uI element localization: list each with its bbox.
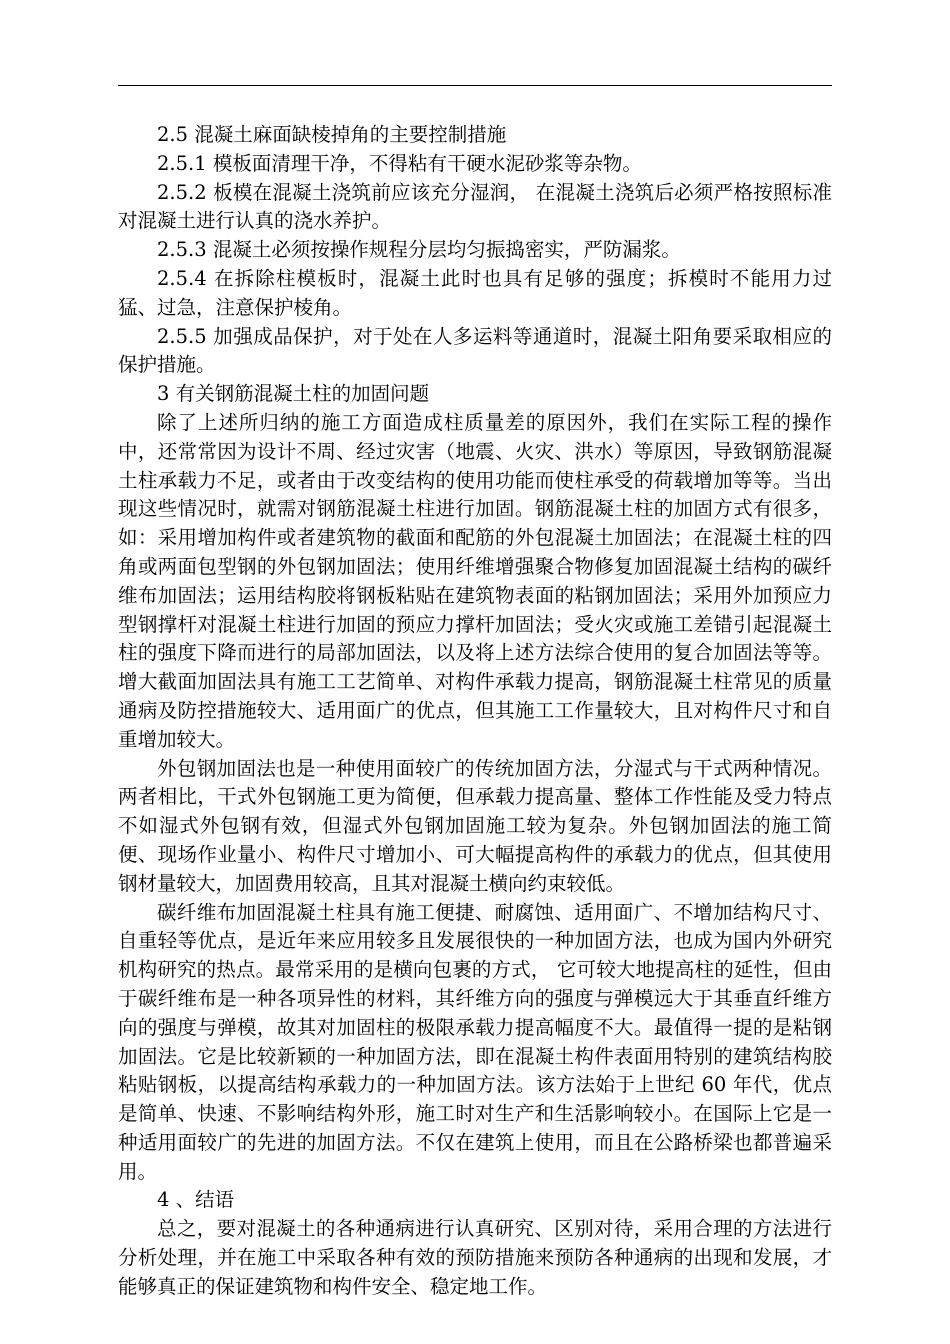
document-body (118, 121, 832, 1302)
paragraph-2-5-1: 2.5.1 模板面清理干净，不得粘有干硬水泥砂浆等杂物。 (157, 151, 642, 175)
paragraph-reinforcement-methods: 除了上述所归纳的施工方面造成柱质量差的原因外，我们在实际工程的操作中，还常常因为设计不周、经过灾害（地震、火灾、洪水）等原因，导致钢筋混凝土柱承载力不足，或者由于改变结构的使用功能而使柱承受的荷载增加等等。当出现这些情况时，就需对钢筋混凝土柱进行加固。钢筋混凝土柱的加固方式有很多，如：采用增加构件或者建筑物的截面和配筋的外包混凝土加固法；在混凝土柱的四角或两面包型钢的外包钢加固法；使用纤维增强聚合物修复加固混凝土结构的碳纤维布加固法；运用结构胶将钢板粘贴在建筑物表面的粘钢加固法；采用外加预应力型钢撑杆对混凝土柱进行加固的预应力撑杆加固法；受火灾或施工差错引起混凝土柱的强度下降而进行的局部加固法，以及将上述方法综合使用的复合加固法等等。增大截面加固法具有施工工艺简单、对构件承载力提高，钢筋混凝土柱常见的质量通病及防控措施较大、适用面广的优点，但其施工工作量较大，且对构件尺寸和自重增加较大。 (118, 410, 832, 751)
header-rule (118, 85, 832, 86)
paragraph-conclusion: 总之，要对混凝土的各种通病进行认真研究、区别对待，采用合理的方法进行分析处理，并在施工中采取各种有效的预防措施来预防各种通病的出现和发展，才能够真正的保证建筑物和构件安全、稳定地工作。 (118, 1217, 832, 1298)
paragraph-2-5-5: 2.5.5 加强成品保护，对于处在人多运料等通道时，混凝土阳角要采取相应的保护措施。 (118, 324, 832, 377)
section-heading-3: 3 有关钢筋混凝土柱的加固问题 (157, 382, 430, 406)
section-heading-2-5: 2.5 混凝土麻面缺棱掉角的主要控制措施 (157, 123, 507, 146)
section-heading-4: 4 、结语 (157, 1188, 235, 1212)
paragraph-steel-jacketing: 外包钢加固法也是一种使用面较广的传统加固方法，分湿式与干式两种情况。两者相比，干式外包钢施工更为简便，但承载力提高量、整体工作性能及受力特点不如湿式外包钢有效，但湿式外包钢加固施工较为复杂。外包钢加固法的施工简便、现场作业量小、构件尺寸增加小、可大幅提高构件的承载力的优点，但其使用钢材量较大，加固费用较高，且其对混凝土横向约束较低。 (118, 756, 832, 895)
paragraph-carbon-fiber: 碳纤维布加固混凝土柱具有施工便捷、耐腐蚀、适用面广、不增加结构尺寸、自重轻等优点，是近年来应用较多且发展很快的一种加固方法，也成为国内外研究机构研究的热点。最常采用的是横向包裹的方式， 它可较大地提高柱的延性，但由于碳纤维布是一种各项异性的材料，其纤维方向的强度与弹模远大于其垂直纤维方向的强度与弹模，故其对加固柱的极限承载力提高幅度不大。最值得一提的是粘钢加固法。它是比较新颖的一种加固方法，即在混凝土构件表面用特别的建筑结构胶粘贴钢板，以提高结构承载力的一种加固方法。该方法始于上世纪 60 年代，优点是简单、快速、不影响结构外形，施工时对生产和生活影响较小。在国际上它是一种适用面较广的先进的加固方法。不仅在建筑上使用，而且在公路桥梁也都普遍采用。 (118, 900, 832, 1183)
paragraph-2-5-2: 2.5.2 板模在混凝土浇筑前应该充分湿润， 在混凝土浇筑后必须严格按照标准对混凝土进行认真的浇水养护。 (118, 180, 832, 233)
paragraph-2-5-4: 2.5.4 在拆除柱模板时，混凝土此时也具有足够的强度；拆模时不能用力过猛、过急，注意保护棱角。 (118, 266, 832, 319)
paragraph-2-5-3: 2.5.3 混凝土必须按操作规程分层均匀振捣密实，严防漏浆。 (157, 238, 681, 262)
